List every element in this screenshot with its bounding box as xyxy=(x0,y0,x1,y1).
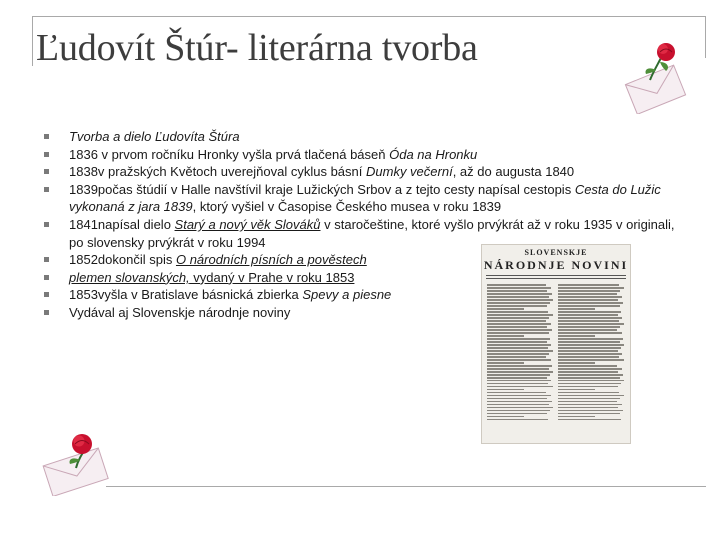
bullet-text: , až do augusta 1840 xyxy=(452,164,575,180)
bullet-text: 1839počas štúdií v Halle navštívil kraje Lužických Srbov a z tejto cesty napísal cestopis xyxy=(69,181,575,197)
newspaper-text-line xyxy=(487,380,551,382)
bullet-item xyxy=(44,128,689,146)
newspaper-text-line xyxy=(487,398,547,400)
bullet-link-text[interactable]: Starý a nový věk Slováků xyxy=(174,216,321,232)
newspaper-text-line xyxy=(487,383,548,385)
newspaper-text-line xyxy=(487,401,552,403)
bullet-square-icon xyxy=(44,187,49,192)
frame-left-line xyxy=(32,16,33,66)
bullet-text: Tvorba a dielo Ľudovíta Štúra xyxy=(69,129,240,144)
newspaper-text-line xyxy=(558,419,621,421)
newspaper-text-line xyxy=(558,362,595,364)
bullet-square-icon xyxy=(44,310,49,315)
bullet-text: Cesta do Lužic vykonaná z jara 1839 xyxy=(69,181,661,215)
newspaper-text-line xyxy=(558,416,595,418)
bullet-item xyxy=(44,146,689,164)
newspaper-text-line xyxy=(558,371,618,373)
newspaper-text-line xyxy=(487,368,549,370)
slide-title: Ľudovít Štúr- literárna tvorba xyxy=(36,27,478,69)
bullet-text: Dumky večerní xyxy=(366,164,453,180)
newspaper-text-line xyxy=(558,392,619,394)
newspaper-text-line xyxy=(558,401,617,403)
frame-bottom-line xyxy=(106,486,706,487)
bullet-text: 1838v pražských Květoch uverejňoval cyklus básní xyxy=(69,164,366,180)
newspaper-text-line xyxy=(487,350,553,352)
newspaper-text-line xyxy=(558,377,620,379)
bullet-text: , ktorý vyšiel v Časopise Českého musea v roku 1839 xyxy=(192,199,502,215)
bullet-item xyxy=(44,269,689,287)
bullet-text: Vydával aj Slovenskje národnje noviny xyxy=(69,304,291,320)
newspaper-text-line xyxy=(487,335,524,337)
bullet-square-icon xyxy=(44,292,49,297)
newspaper-text-line xyxy=(558,407,618,409)
newspaper-text-line xyxy=(558,347,621,349)
bullet-text: v staročeštine, ktoré vyšlo prvýkrát až v roku 1935 v originali, po slovensky prvýkrát v roku 1994 xyxy=(69,216,675,250)
rose-envelope-icon xyxy=(614,40,694,114)
newspaper-text-line xyxy=(558,332,622,334)
bullet-text: 1853vyšla v Bratislave básnická zbierka xyxy=(69,287,303,303)
bullet-item xyxy=(44,163,689,181)
bullet-text: 1841napísal dielo xyxy=(69,216,175,232)
bullet-item xyxy=(44,304,689,322)
newspaper-masthead-main: NÁRODNJE NOVINI xyxy=(483,258,629,272)
newspaper-text-line xyxy=(487,362,524,364)
newspaper-text-line xyxy=(487,374,550,376)
newspaper-text-line xyxy=(487,341,547,343)
newspaper-text-line xyxy=(487,386,553,388)
newspaper-text-line xyxy=(487,377,547,379)
newspaper-text-line xyxy=(558,326,620,328)
bullet-link-text[interactable]: vydaný v Prahe v roku 1853 xyxy=(189,269,355,285)
newspaper-text-line xyxy=(487,332,549,334)
bullet-square-icon xyxy=(44,169,49,174)
newspaper-text-line xyxy=(487,389,524,391)
newspaper-text-line xyxy=(558,350,618,352)
newspaper-text-line xyxy=(558,413,620,415)
newspaper-text-line xyxy=(487,347,548,349)
newspaper-text-line xyxy=(558,398,620,400)
bullet-link-text[interactable]: O národních písních a pověstech xyxy=(175,252,367,268)
newspaper-text-line xyxy=(558,404,622,406)
frame-right-line xyxy=(705,16,706,58)
bullet-item xyxy=(44,181,689,216)
newspaper-text-line xyxy=(487,371,553,373)
newspaper-text-line xyxy=(487,416,524,418)
frame-top-line xyxy=(32,16,706,17)
newspaper-text-line xyxy=(487,353,549,355)
newspaper-text-line xyxy=(558,341,620,343)
bullet-square-icon xyxy=(44,275,49,280)
newspaper-text-line xyxy=(558,335,595,337)
newspaper-text-line xyxy=(487,404,549,406)
newspaper-text-line xyxy=(558,353,622,355)
bullet-text: 1852dokončil spis xyxy=(69,252,176,268)
newspaper-text-line xyxy=(487,326,547,328)
newspaper-text-line xyxy=(487,344,551,346)
newspaper-text-line xyxy=(558,389,595,391)
newspaper-text-line xyxy=(487,356,546,358)
newspaper-masthead-top: SLOVENSKJE xyxy=(524,248,588,257)
newspaper-text-line xyxy=(487,419,548,421)
newspaper-text-line xyxy=(487,329,552,331)
bullet-square-icon xyxy=(44,134,49,139)
newspaper-text-line xyxy=(558,380,624,382)
newspaper-text-line xyxy=(487,323,551,325)
newspaper-text-line xyxy=(558,383,621,385)
newspaper-text-line xyxy=(558,395,624,397)
newspaper-text-line xyxy=(558,410,623,412)
newspaper-text-line xyxy=(558,365,617,367)
bullet-square-icon xyxy=(44,257,49,262)
newspaper-text-line xyxy=(558,329,617,331)
newspaper-text-line xyxy=(487,338,550,340)
newspaper-text-line xyxy=(487,410,550,412)
bullet-square-icon xyxy=(44,222,49,227)
newspaper-text-line xyxy=(558,338,623,340)
newspaper-text-line xyxy=(487,359,551,361)
newspaper-text-line xyxy=(558,359,624,361)
newspaper-text-line xyxy=(558,368,622,370)
newspaper-text-line xyxy=(558,374,623,376)
bullet-link-text[interactable]: plemen slovanských, xyxy=(69,269,190,285)
newspaper-text-line xyxy=(558,356,619,358)
newspaper-text-line xyxy=(487,407,553,409)
bullet-text: Spevy a piesne xyxy=(302,287,392,303)
newspaper-text-line xyxy=(558,323,624,325)
newspaper-text-line xyxy=(487,392,546,394)
newspaper-text-line xyxy=(487,413,547,415)
newspaper-text-line xyxy=(487,365,552,367)
bullet-text: Óda na Hronku xyxy=(389,146,478,162)
bullet-item xyxy=(44,251,689,269)
newspaper-text-line xyxy=(558,386,618,388)
bullet-text: 1836 v prvom ročníku Hronky vyšla prvá tlačená báseň xyxy=(69,146,390,162)
newspaper-text-line xyxy=(558,344,624,346)
newspaper-text-line xyxy=(487,395,551,397)
rose-envelope-icon xyxy=(36,430,120,496)
bullet-item xyxy=(44,286,689,304)
bullet-list xyxy=(44,128,689,322)
bullet-item xyxy=(44,216,689,251)
bullet-square-icon xyxy=(44,152,49,157)
